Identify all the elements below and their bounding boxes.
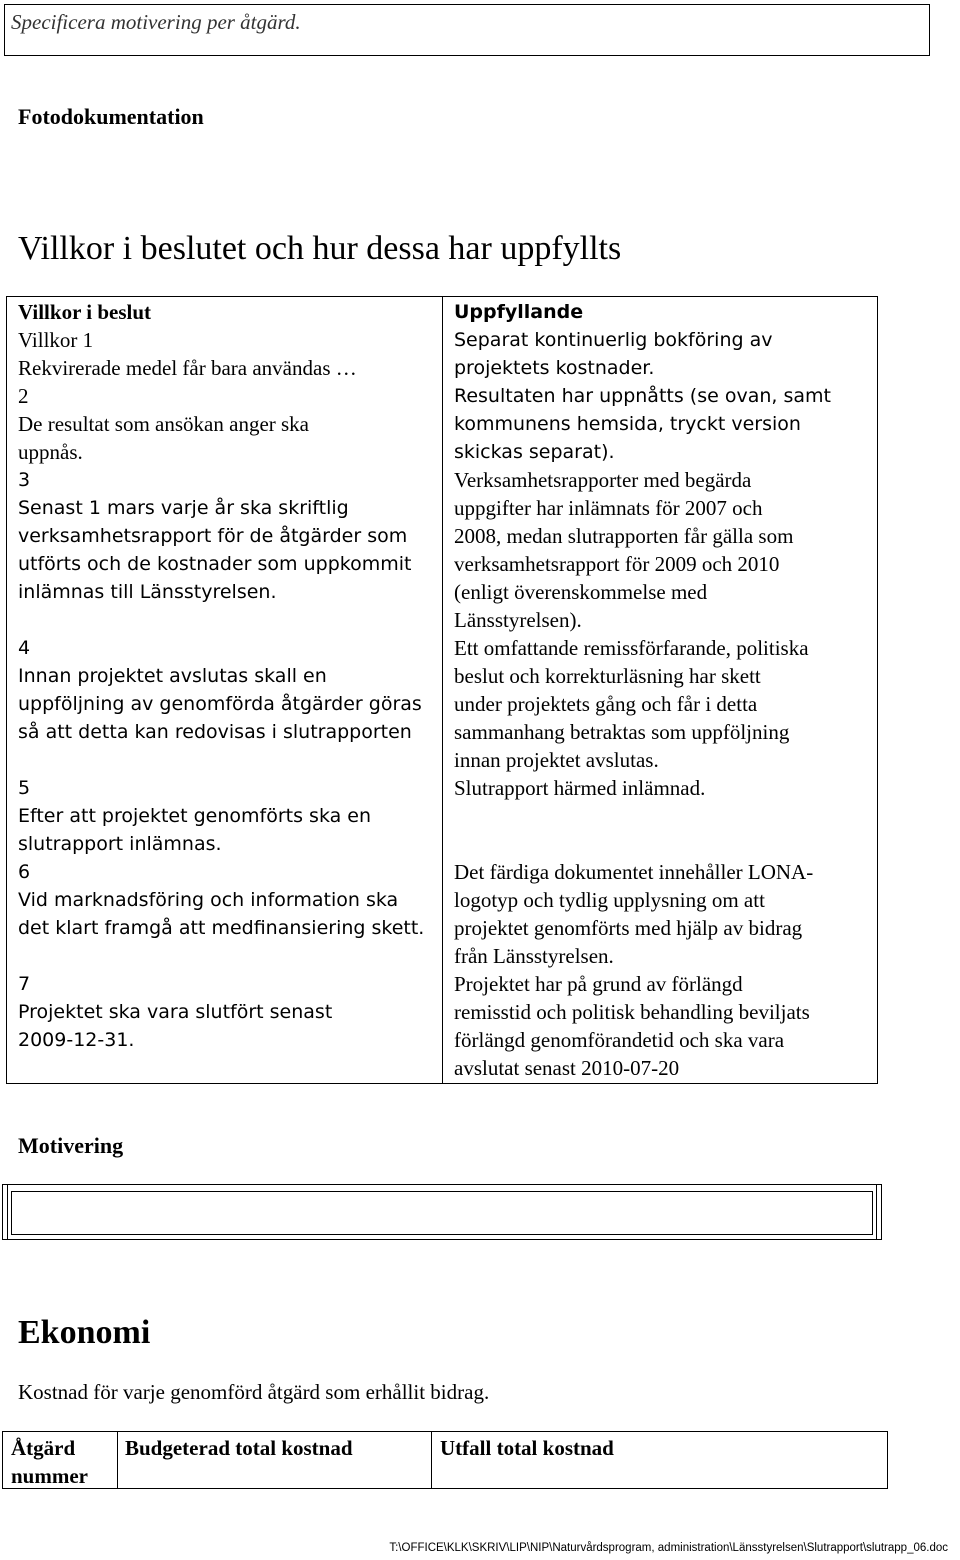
row-label: 6 — [18, 861, 31, 883]
row-text: Slutrapport härmed inlämnad. — [454, 776, 706, 800]
fotodokumentation-heading: Fotodokumentation — [18, 104, 204, 129]
row-text: verksamhetsrapport för de åtgärder som — [18, 525, 408, 547]
row-text: avslutat senast 2010-07-20 — [454, 1056, 680, 1080]
ekonomi-intro: Kostnad för varje genomförd åtgärd som erhållit bidrag. — [18, 1380, 490, 1404]
table-row — [18, 326, 438, 382]
row-text: (enligt överenskommelse med — [454, 580, 708, 604]
table-row — [454, 466, 874, 634]
row-text: projektet genomförts med hjälp av bidrag — [454, 916, 803, 940]
row-text: Separat kontinuerlig bokföring av — [454, 329, 773, 351]
row-text: 2008, medan slutrapporten får gälla som — [454, 524, 794, 548]
motivering-field[interactable] — [2, 1184, 882, 1240]
row-text: Vid marknadsföring och information ska — [18, 889, 399, 911]
row-text: Innan projektet avslutas skall en — [18, 665, 327, 687]
col-header-villkor: Villkor i beslut — [18, 300, 152, 324]
table-row — [18, 858, 438, 942]
motivering-input-area[interactable] — [11, 1191, 873, 1235]
row-text: skickas separat). — [454, 441, 615, 463]
row-text: Länsstyrelsen). — [454, 608, 582, 632]
row-text: från Länsstyrelsen. — [454, 944, 614, 968]
row-label: Villkor 1 — [18, 328, 94, 352]
row-text: uppföljning av genomförda åtgärder göras — [18, 693, 422, 715]
table-row — [454, 858, 874, 970]
row-text: remisstid och politisk behandling beviljats — [454, 1000, 810, 1024]
row-text: logotyp och tydlig upplysning om att — [454, 888, 765, 912]
field-border-right — [876, 1185, 877, 1239]
villkor-heading: Villkor i beslutet och hur dessa har uppfyllts — [18, 230, 622, 267]
table-row — [454, 634, 874, 774]
row-text: kommunens hemsida, tryckt version — [454, 413, 801, 435]
row-text: Ett omfattande remissförfarande, politiska — [454, 636, 809, 660]
specification-box[interactable] — [4, 4, 930, 56]
row-text: Senast 1 mars varje år ska skriftlig — [18, 497, 349, 519]
field-border-left — [7, 1185, 8, 1239]
row-text: Resultaten har uppnåtts (se ovan, samt — [454, 385, 831, 407]
row-text: under projektets gång och får i detta — [454, 692, 758, 716]
motivering-heading: Motivering — [18, 1133, 124, 1158]
table-row — [18, 382, 438, 466]
row-text: inlämnas till Länsstyrelsen. — [18, 581, 277, 603]
row-text: projektets kostnader. — [454, 357, 655, 379]
ekonomi-table — [2, 1431, 888, 1489]
header-budgeterad: Budgeterad total kostnad — [125, 1436, 353, 1460]
column-divider — [431, 1432, 432, 1488]
header-utfall: Utfall total kostnad — [440, 1436, 614, 1460]
row-text: Projektet har på grund av förlängd — [454, 972, 743, 996]
row-label: 2 — [18, 384, 29, 408]
table-row — [18, 970, 438, 1054]
ekonomi-heading: Ekonomi — [18, 1314, 151, 1351]
row-text: sammanhang betraktas som uppföljning — [454, 720, 790, 744]
row-label: 4 — [18, 637, 31, 659]
row-label: 3 — [18, 469, 31, 491]
row-text: uppnås. — [18, 440, 83, 464]
column-divider — [117, 1432, 118, 1488]
row-text: slutrapport inlämnas. — [18, 833, 222, 855]
header-atgard-nummer: Åtgärd nummer — [11, 1436, 88, 1488]
table-row — [18, 634, 438, 746]
row-text: Rekvirerade medel får bara användas … — [18, 356, 357, 380]
row-text: förlängd genomförandetid och ska vara — [454, 1028, 785, 1052]
table-row — [18, 774, 438, 858]
row-text: Det färdiga dokumentet innehåller LONA- — [454, 860, 814, 884]
row-text: Verksamhetsrapporter med begärda — [454, 468, 752, 492]
row-text: De resultat som ansökan anger ska — [18, 412, 309, 436]
table-row — [18, 466, 438, 606]
col-header-uppfyllande: Uppfyllande — [454, 301, 584, 323]
table-row — [454, 970, 874, 1082]
footer-file-path: T:\OFFICE\KLK\SKRIV\LIP\NIP\Naturvårdsprogram, administration\Länsstyrelsen\Slutrapport\slutrapp_06.doc — [389, 1542, 948, 1554]
table-row — [454, 382, 874, 466]
table-row — [454, 774, 874, 802]
row-text: så att detta kan redovisas i slutrapporten — [18, 721, 412, 743]
row-text: uppgifter har inlämnats för 2007 och — [454, 496, 763, 520]
row-text: utförts och de kostnader som uppkommit — [18, 553, 412, 575]
row-label: 7 — [18, 973, 31, 995]
row-text: Efter att projektet genomförts ska en — [18, 805, 372, 827]
specification-text: Specificera motivering per åtgärd. — [11, 10, 301, 34]
table-row — [454, 326, 874, 382]
row-text: innan projektet avslutas. — [454, 748, 659, 772]
villkor-table — [6, 296, 878, 1084]
row-text: verksamhetsrapport för 2009 och 2010 — [454, 552, 780, 576]
row-text: Projektet ska vara slutfört senast — [18, 1001, 333, 1023]
row-text: beslut och korrekturläsning har skett — [454, 664, 761, 688]
column-divider — [442, 297, 443, 1083]
row-text: det klart framgå att medfinansiering skett. — [18, 917, 425, 939]
row-label: 5 — [18, 777, 31, 799]
row-text: 2009-12-31. — [18, 1029, 135, 1051]
